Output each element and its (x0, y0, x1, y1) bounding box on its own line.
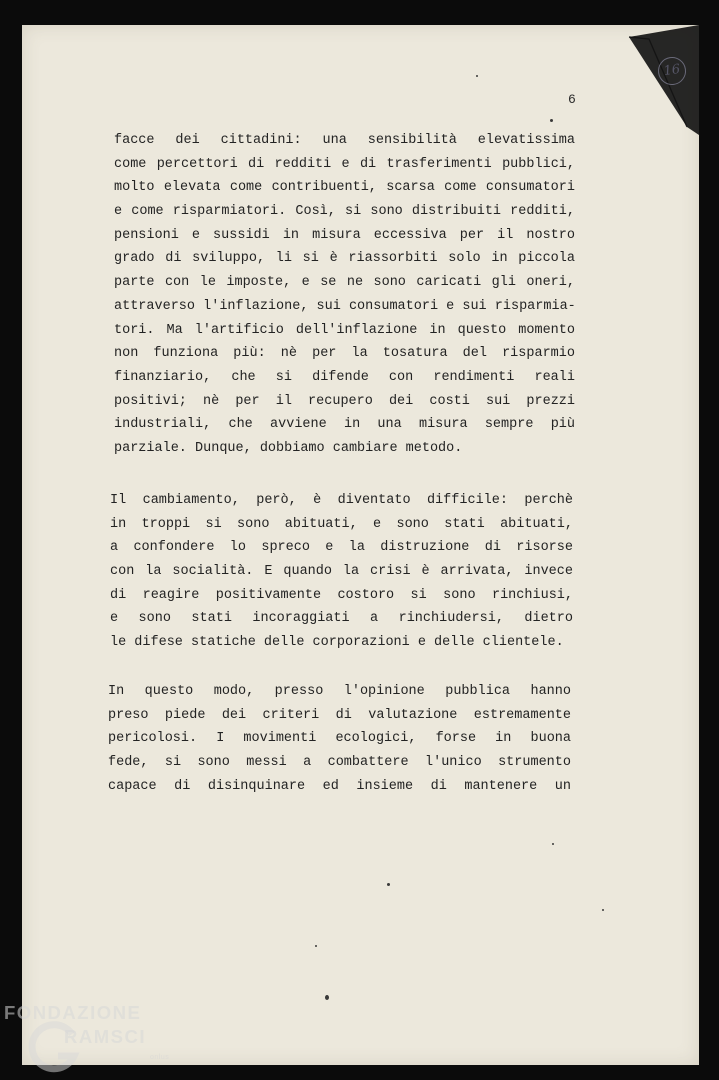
text-line: capace di disinquinare ed insieme di mantenere un (108, 778, 571, 794)
text-line: pericolosi. I movimenti ecologici, forse in buona (108, 731, 571, 747)
text-line: e come risparmiatori. Così, si sono distribuiti redditi, (114, 204, 575, 220)
text-line: tori. Ma l'artificio dell'inflazione in questo momento (114, 322, 575, 338)
text-line: non funziona più: nè per la tosatura del risparmio (114, 346, 575, 362)
page-number: 6 (568, 92, 576, 107)
paper-speck (602, 909, 604, 911)
watermark-line1: FONDAZIONE (4, 1002, 142, 1023)
text-line: parte con le imposte, e se ne sono caricati gli oneri, (114, 275, 575, 291)
text-line: a confondere lo spreco e la distruzione di risorse (110, 540, 573, 556)
text-line: grado di sviluppo, li si è riassorbiti solo in piccola (114, 251, 575, 267)
text-line: attraverso l'inflazione, sui consumatori e sui risparmia- (114, 298, 576, 314)
watermark-suffix: onlus (150, 1054, 170, 1061)
text-line: le difese statiche delle corporazioni e delle clientele. (110, 635, 564, 651)
paper-speck (315, 945, 317, 947)
text-line: industriali, che avviene in una misura sempre più (114, 417, 575, 433)
document-page (22, 25, 699, 1065)
paper-speck (387, 883, 390, 886)
folded-corner (619, 25, 699, 135)
paragraph-1 (114, 129, 575, 461)
text-line: come percettori di redditi e di trasferimenti pubblici, (114, 156, 575, 172)
text-line: molto elevata come contribuenti, scarsa come consumatori (114, 180, 575, 196)
paper-speck (476, 75, 478, 77)
text-line: facce dei cittadini: una sensibilità elevatissima (114, 133, 575, 148)
archive-number-stamp: 16 (656, 55, 688, 87)
paper-speck (552, 843, 554, 845)
text-line: in troppi si sono abituati, e sono stati abituati, (110, 516, 573, 532)
text-line: positivi; nè per il recupero dei costi sui prezzi (114, 393, 575, 409)
text-line: fede, si sono messi a combattere l'unico strumento (108, 755, 571, 771)
text-line: finanziario, che si difende con rendimenti reali (114, 369, 575, 385)
paragraph-3 (108, 680, 571, 798)
text-line: In questo modo, presso l'opinione pubblica hanno (108, 684, 571, 699)
paragraph-2 (110, 489, 573, 655)
paper-speck (325, 995, 329, 1000)
text-line: Il cambiamento, però, è diventato difficile: perchè (110, 493, 573, 508)
text-line: con la socialità. E quando la crisi è arrivata, invece (110, 564, 573, 580)
fondazione-gramsci-watermark (4, 1002, 179, 1080)
text-line: e sono stati incoraggiati a rinchiudersi, dietro (110, 611, 573, 627)
text-line: preso piede dei criteri di valutazione estremamente (108, 707, 571, 723)
text-line: di reagire positivamente costoro si sono rinchiusi, (110, 587, 573, 603)
paper-speck (550, 119, 553, 122)
text-line: pensioni e sussidi in misura eccessiva per il nostro (114, 227, 575, 243)
text-line: parziale. Dunque, dobbiamo cambiare metodo. (114, 440, 463, 456)
watermark-line2: RAMSCI (64, 1026, 146, 1047)
